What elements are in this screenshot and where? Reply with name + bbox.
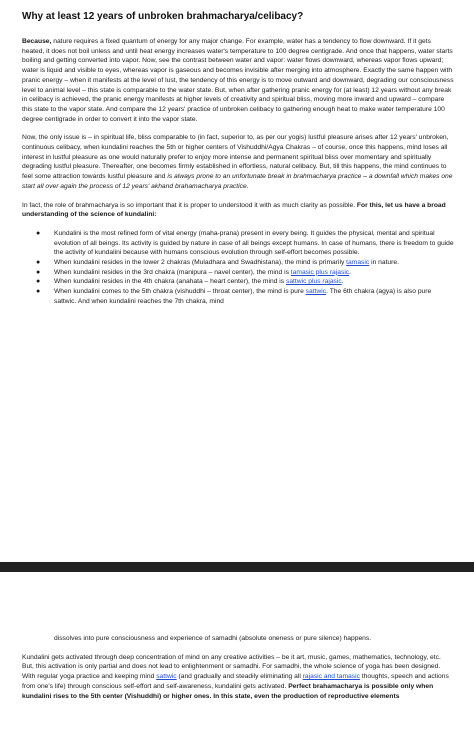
paragraph-because (22, 37, 454, 124)
sattwic-plus-rajasic-link[interactable]: sattwic plus rajasic (285, 278, 342, 286)
tamasic-link[interactable]: tamasic (346, 259, 370, 267)
list-item-text: When kundalini comes to the 5th chakra (vishuddhi – throat center), the mind is pure (54, 288, 306, 296)
paragraph-yoga-practice (22, 672, 454, 701)
paragraph-kundalini-intro (22, 201, 454, 220)
list-item-text: When kundalini resides in the lower 2 chakras (Muladhara and Swadhistana), the mind is primarily (54, 259, 347, 267)
paragraph-text: nature requires a fixed quantum of energy for any major change. For example, water has a tendency to flow downward. If it gets heated, it does not boil unless and until heat energy increases water's temperature to 100 degree centigrade. And once that happens, water starts boiling and getting converted into vapor. Now, see the contrast between water and vapor: water flows downward, whereas vapor flows upward; water is liquid and visible to eyes, whereas vapor is gaseous and becomes invisible after merging into atmosphere. Exactly the same happen with pranic energy – when it manifests at the level of lust, the tendency of this energy is to move outward and downward, degrading our consciousness level to animal level – this state is comparable to the water state. But, when after gathering pranic energy for (at least) 12 years without any break in celibacy is achieved, the pranic energy manifests at higher levels of creativity and spiritual bliss, moving more inward and upward – compare this state to the vapor state. And compare the 12 years' practice of unbroken celibacy to gathering enough heat to make water temperature 100 degree centigrade in order to convert it into the vapor state. (22, 38, 454, 123)
bullet-dot-icon: ● (36, 278, 41, 286)
sattwic-link[interactable]: sattwic (156, 673, 177, 681)
bullet-dot-icon: ● (36, 268, 41, 276)
paragraph-text: thoughts, speech and actions from one's life) through conscious self-effort and self-awareness, kundalini gets activated. (22, 673, 449, 690)
tamasic-plus-rajasic-link[interactable]: tamasic plus rajasic (290, 268, 350, 276)
list-item-text: Kundalini is the most refined form of vital energy (maha-prana) present in every being. It guides the physical, mental and spiritual evolution of all beings. Its activity is guided by nature in case of all beings except humans. In case of humans, there is freedom to guide the activity of kundalini because with humans conscious evolution through self-effort becomes possible. (54, 229, 454, 257)
sattwic-link[interactable]: sattwic (305, 288, 327, 296)
paragraph-bold: Perfect brahamacharya is possible only when kundalini rises to the 5th center (Vishuddhi) or higher ones. In this state, even the production of reproductive elements (22, 682, 434, 700)
list-item-continuation: dissolves into pure consciousness and experience of samadhi (absolute oneness or pure silence) happens. (54, 635, 372, 642)
paragraph-text: (and gradually and steadily eliminating all (176, 673, 303, 681)
paragraph-bold: For this, let us have a broad understanding of the science of kundalini: (22, 201, 446, 219)
paragraph-lead: Because, (22, 38, 52, 45)
document-title: Why at least 12 years of unbroken brahmacharya/celibacy? (22, 11, 304, 22)
list-item-text: . The 6th chakra (agya) is also pure sattwic. And when kundalini reaches the 7th chakra, mind (54, 288, 432, 305)
page-1-content (22, 10, 454, 307)
paragraph-italic: is always prone to an unfortunate break in brahmacharya practice – a downfall which makes one start all over again the process of 12 years' akhand brahamacharya practice. (22, 173, 453, 190)
list-item-text: When kundalini resides in the 4th chakra (anahata – heart center), the mind is (54, 278, 286, 286)
paragraph-activation: Kundalini gets activated through deep concentration of mind on any creative activities – be it art, music, games, mathematics, technology, etc. But, this activation is only partial and does not lead to enlightenment or samadhi. For samadhi, the whole science of yoga has been designed. (22, 653, 441, 671)
bullet-dot-icon: ● (36, 259, 41, 267)
paragraph-spiritual-life (22, 133, 454, 191)
list-item-text: . (349, 268, 352, 276)
paragraph-text: Now, the only issue is – in spiritual life, bliss comparable to (in fact, superior to, as per our yogis) lustful pleasure arises after 12 years' unbroken, continuous celibacy, when kundalini reaches the 5th or higher centers of Vishuddhi/Agya Chakras – of course, once this happens, mind loses all interest in lustful pleasure as one would naturally prefer to enjoy more intense and permanent spiritual bliss over momentary and spiritually degrading lustful pleasure. Thereafter, one becomes firmly established in effortless, natural celibacy. But, till this happens, the mind continues to feel some attraction towards lustful pleasure and (22, 134, 449, 181)
bullet-dot-icon: ● (36, 229, 41, 237)
page-break-divider (0, 562, 474, 572)
paragraph-text: In fact, the role of brahmacharya is so important that it is proper to understood it with as much clarity as possible. (22, 201, 357, 209)
list-item (22, 258, 454, 268)
list-item-text: in nature. (369, 259, 399, 267)
list-item (22, 229, 454, 258)
rajasic-and-tamasic-link[interactable]: rajasic and tamasic (302, 673, 360, 681)
paragraph-text: With regular yoga practice and keeping mind (22, 673, 157, 681)
list-item (22, 287, 454, 306)
list-item (22, 268, 454, 278)
list-item (22, 277, 454, 287)
list-item-text: . (341, 278, 344, 286)
page-2-content (22, 634, 454, 710)
bullet-dot-icon: ● (36, 288, 41, 296)
document-page-2 (0, 572, 474, 750)
kundalini-bullet-list (22, 229, 454, 307)
list-item-text: When kundalini resides in the 3rd chakra (manipura – navel center), the mind is (54, 268, 291, 276)
